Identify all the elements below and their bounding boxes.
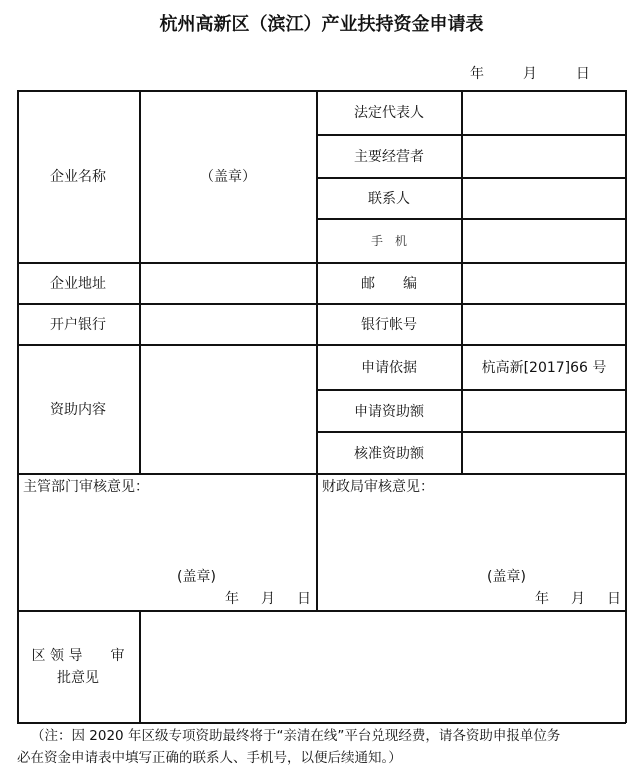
divider — [17, 473, 626, 475]
main-operator-label: 主要经营者 — [354, 149, 424, 165]
bank-account-label: 银行帐号 — [361, 317, 417, 333]
mobile-label: 手 机 — [370, 234, 407, 248]
requested-amount-label: 申请资助额 — [354, 403, 424, 420]
year-label: 年 — [225, 591, 239, 607]
leader-label-line1: 区 领 导 审 — [31, 647, 125, 664]
form-title: 杭州高新区（滨江）产业扶持资金申请表 — [159, 14, 484, 35]
address-field[interactable] — [140, 263, 316, 303]
postcode-field[interactable] — [463, 263, 625, 303]
year-label: 年 — [535, 591, 549, 607]
main-operator-field[interactable] — [463, 135, 625, 177]
footnote-line2: 必在资金申请表中填写正确的联系人、手机号，以便后续通知。） — [17, 750, 402, 766]
company-name-label: 企业名称 — [50, 169, 106, 185]
bank-account-field[interactable] — [463, 304, 625, 344]
leader-approval-label — [17, 611, 139, 722]
contact-label: 联系人 — [368, 191, 410, 207]
bank-field[interactable] — [140, 304, 316, 344]
application-table — [17, 90, 626, 723]
dept-stamp-label: (盖章) — [177, 569, 216, 585]
table-border-right — [625, 90, 627, 723]
day-label: 日 — [575, 66, 590, 82]
company-name-field[interactable]: （盖章） — [200, 169, 256, 185]
footnote — [17, 725, 627, 769]
approved-amount-field[interactable] — [463, 432, 625, 473]
funding-content-field[interactable] — [140, 345, 316, 473]
legal-rep-label: 法定代表人 — [354, 105, 424, 121]
finance-date — [535, 588, 621, 608]
finance-opinion-label: 财政局审核意见： — [322, 479, 434, 495]
finance-stamp-label: (盖章) — [487, 569, 526, 585]
day-label: 日 — [607, 591, 621, 607]
month-label: 月 — [522, 66, 537, 82]
mobile-field[interactable] — [463, 219, 625, 262]
leader-label-line2: 批意见 — [57, 669, 99, 686]
header-date — [470, 63, 590, 83]
leader-approval-field[interactable] — [140, 611, 625, 722]
dept-opinion-label: 主管部门审核意见： — [23, 479, 149, 495]
footnote-line1: （注：因 2020 年区级专项资助最终将于“亲清在线”平台兑现经费，请各资助申报单位务 — [31, 728, 561, 744]
dept-date — [225, 588, 311, 608]
day-label: 日 — [297, 591, 311, 607]
table-border-bottom — [17, 722, 626, 724]
postcode-label: 邮 编 — [361, 276, 417, 292]
contact-field[interactable] — [463, 178, 625, 218]
month-label: 月 — [571, 591, 585, 607]
funding-content-label: 资助内容 — [50, 402, 106, 418]
legal-rep-field[interactable] — [463, 90, 625, 134]
basis-value: 杭高新[2017]66 号 — [481, 360, 607, 376]
approved-amount-label: 核准资助额 — [354, 445, 424, 462]
requested-amount-field[interactable] — [463, 390, 625, 431]
bank-label: 开户银行 — [50, 317, 106, 333]
year-label: 年 — [470, 66, 484, 82]
month-label: 月 — [261, 591, 275, 607]
address-label: 企业地址 — [50, 276, 106, 292]
basis-label: 申请依据 — [361, 360, 417, 376]
